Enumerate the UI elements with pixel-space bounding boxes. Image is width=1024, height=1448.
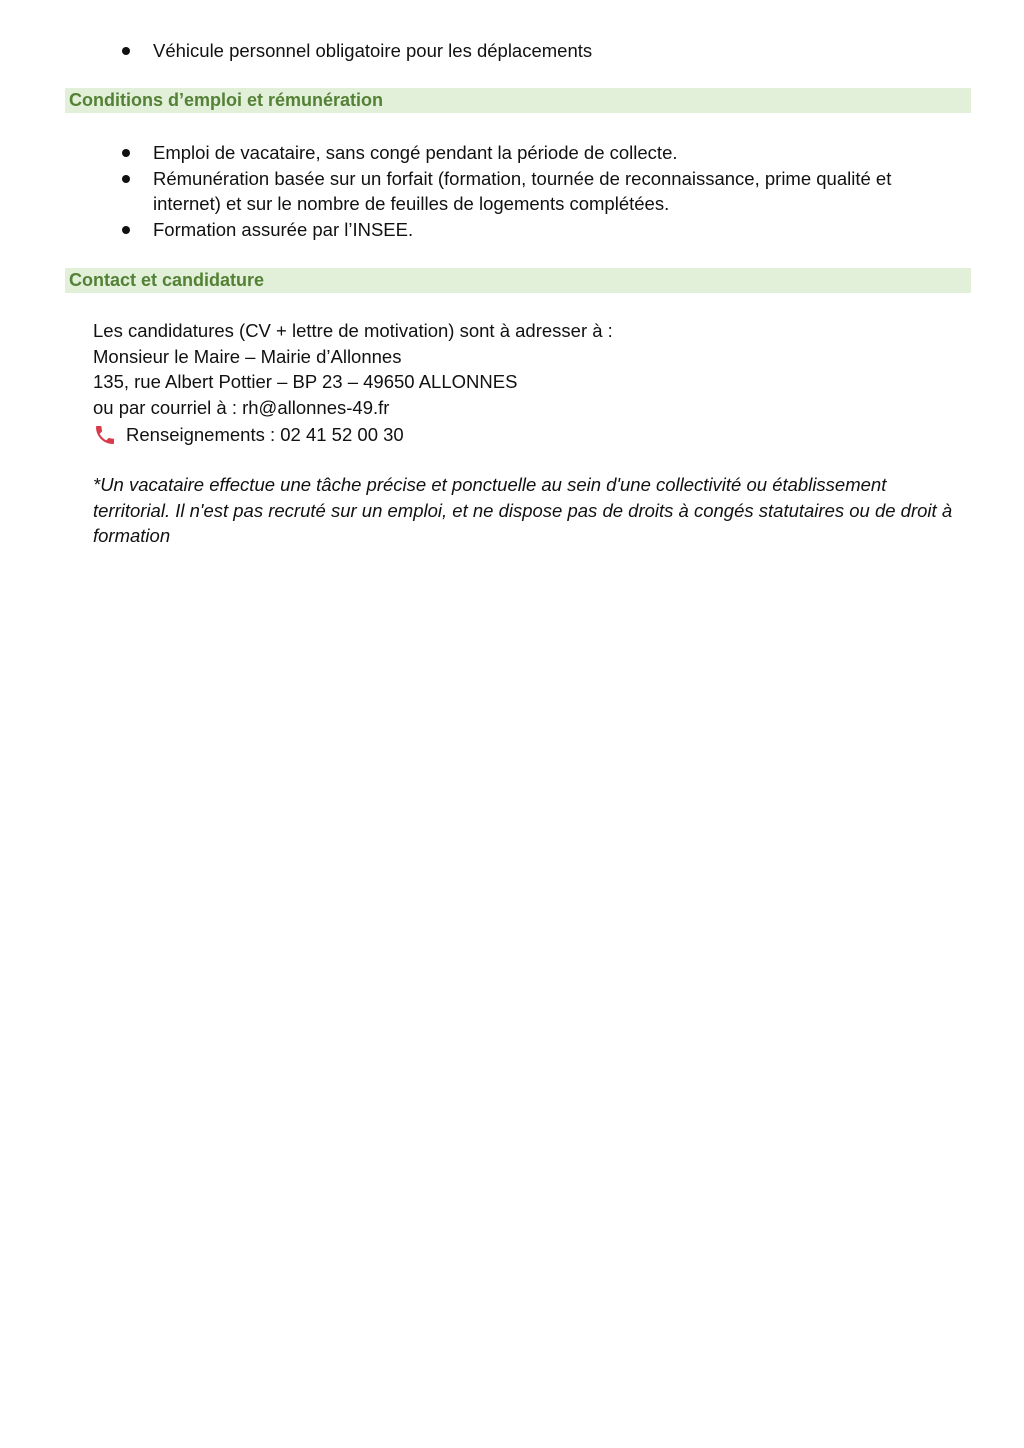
contact-block [93,318,953,448]
conditions-section-header [65,88,971,113]
list-item: Emploi de vacataire, sans congé pendant la période de collecte. [120,140,960,166]
contact-phone [93,422,953,448]
section-title: Contact et candidature [69,270,265,290]
requirements-list [120,38,960,64]
contact-intro: Les candidatures (CV + lettre de motivation) sont à adresser à : [93,320,613,341]
phone-text: Renseignements : 02 41 52 00 30 [126,424,404,445]
contact-section-header [65,268,971,293]
contact-email[interactable]: ou par courriel à : rh@allonnes-49.fr [93,396,390,418]
list-item: Formation assurée par l’INSEE. [120,217,960,243]
section-title: Conditions d’emploi et rémunération [69,90,384,110]
phone-icon [93,423,117,447]
conditions-list [120,140,960,242]
contact-address: 135, rue Albert Pottier – BP 23 – 49650 ALLONNES [93,371,518,392]
contact-recipient: Monsieur le Maire – Mairie d’Allonnes [93,345,402,367]
list-item: Rémunération basée sur un forfait (formation, tournée de reconnaissance, prime qualité et internet) et sur le nombre de feuilles de logements complétées. [120,166,960,217]
footnote: *Un vacataire effectue une tâche précise et ponctuelle au sein d'une collectivité ou établissement territorial. Il n'est pas recruté sur un emploi, et ne dispose pas de droits à congés statutaires ou de droit à formation [93,474,953,546]
list-item: Véhicule personnel obligatoire pour les déplacements [120,38,960,64]
